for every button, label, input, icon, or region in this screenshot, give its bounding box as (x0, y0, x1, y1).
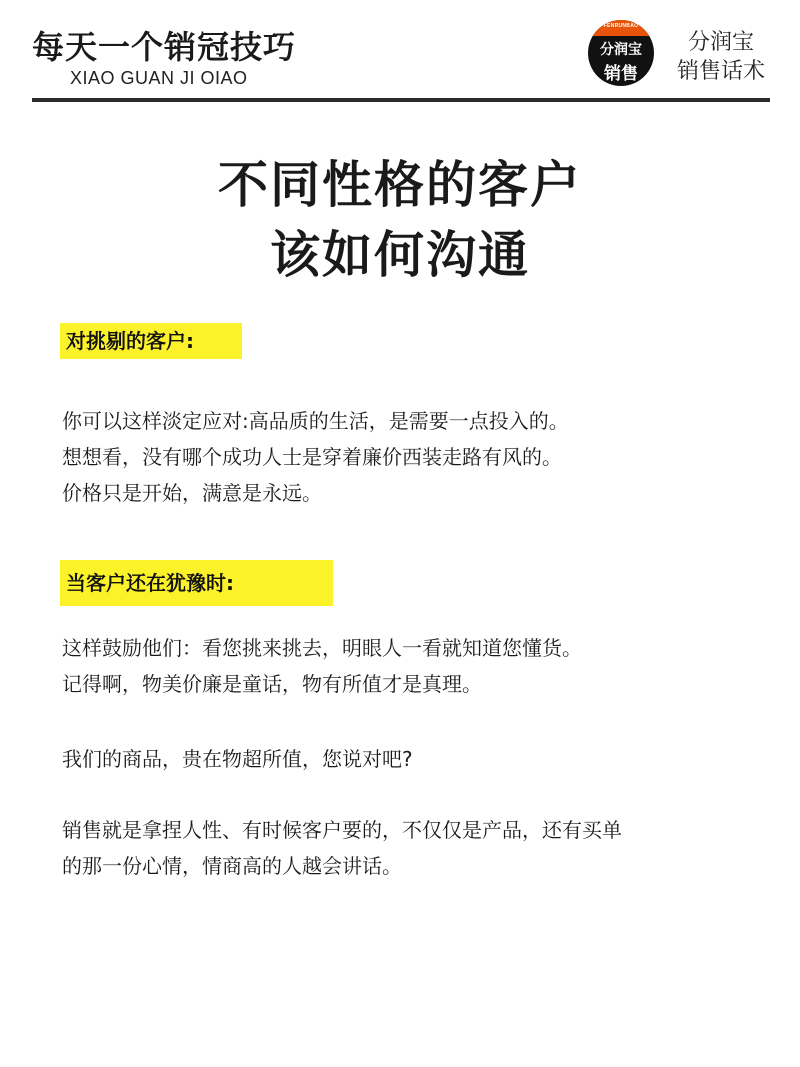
paragraph-encourage (62, 630, 762, 702)
paragraph-line: 你可以这样淡定应对:高品质的生活，是需要一点投入的。 (62, 409, 569, 433)
paragraph-line: 我们的商品，贵在物超所值，您说对吧? (62, 747, 413, 771)
header-divider (32, 98, 770, 102)
side-brand-line-1: 分润宝 (687, 30, 754, 55)
paragraph-line: 想想看，没有哪个成功人士是穿着廉价西装走路有风的。 (62, 445, 562, 469)
article-title-line-2: 该如何沟通 (270, 226, 530, 284)
paragraph-value (62, 741, 762, 777)
brand-title: 每天一个销冠技巧 (32, 28, 297, 66)
paragraph-line: 的那一份心情，情商高的人越会讲话。 (62, 854, 402, 878)
section-tag-hesitant-customer: 当客户还在犹豫时: (60, 560, 333, 606)
paragraph-line: 这样鼓励他们：看您挑来挑去，明眼人一看就知道您懂货。 (62, 636, 582, 660)
logo-line-1: 分润宝 (600, 42, 642, 58)
article-title (0, 150, 800, 290)
paragraph-line: 记得啊，物美价廉是童话，物有所值才是真理。 (62, 672, 482, 696)
side-brand-line-2: 销售话术 (676, 59, 765, 84)
paragraph-summary (62, 812, 762, 884)
logo-line-2: 销售 (604, 64, 638, 84)
brand-logo (588, 20, 654, 86)
section-tag-picky-customer: 对挑剔的客户: (60, 323, 242, 359)
paragraph-picky-customer (62, 403, 762, 511)
article-title-line-1: 不同性格的客户 (218, 156, 582, 214)
paragraph-line: 价格只是开始，满意是永远。 (62, 481, 322, 505)
brand-subtitle: XIAO GUAN JI OIAO (70, 68, 248, 88)
side-brand (666, 28, 776, 86)
logo-top-text: FENRUNBAO (603, 23, 639, 29)
page-header (32, 0, 770, 102)
paragraph-line: 销售就是拿捏人性、有时候客户要的，不仅仅是产品，还有买单 (62, 818, 622, 842)
